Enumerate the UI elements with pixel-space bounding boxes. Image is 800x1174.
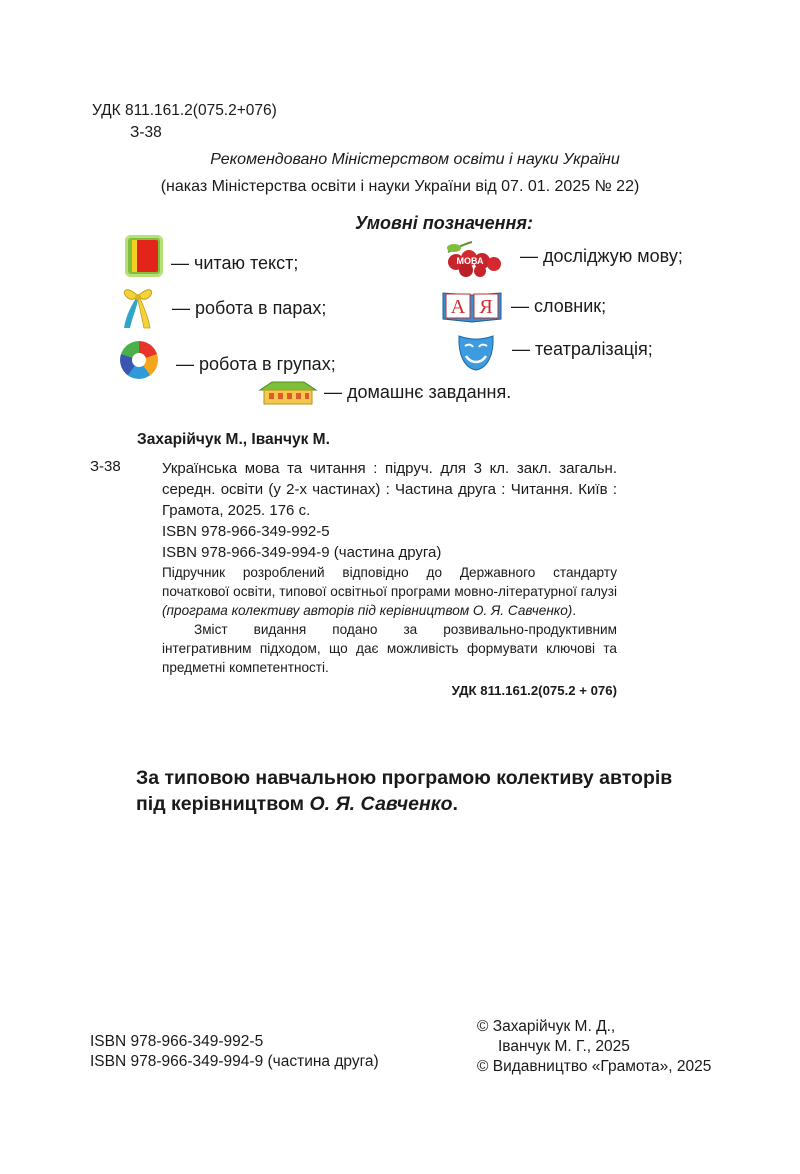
color-ring-icon [120,341,158,379]
program-text: За типовою навчальною програмою колективу авторів під керівництвом [136,767,673,815]
legend-label: — театралізація; [512,338,653,359]
annotation-text: Підручник розроблений відповідно до Державного стандарту початкової освіти, типової освітньої програми мовно-літературної галузі [162,565,617,599]
isbn-line: ISBN 978-966-349-992-5 [90,1033,264,1050]
legend-label: — робота в групах; [176,353,336,374]
legend-label: — словник; [511,295,607,316]
berries-icon [442,238,506,278]
legend-item-read [125,235,298,277]
legend-label: — робота в парах; [172,297,327,318]
recommendation-line: Рекомендовано Міністерством освіти і науки України [210,151,620,168]
annotation-standard [162,563,617,620]
program-author: О. Я. Савченко [309,793,453,815]
legend-label: — домашнє завдання. [324,381,512,402]
authors: Захарійчук М., Іванчук М. [137,431,330,448]
isbn-footer [90,1032,379,1072]
program-end: . [452,793,458,815]
isbn-line: ISBN 978-966-349-994-9 (частина друга) [162,544,442,561]
isbn-line: ISBN 978-966-349-994-9 (частина друга) [90,1053,379,1070]
dictionary-icon [441,289,503,323]
udk-bottom: УДК 811.161.2(075.2 + 076) [451,683,617,698]
isbn-line: ISBN 978-966-349-992-5 [162,523,330,540]
legend-item-pairs [118,282,326,334]
legend-item-language [442,238,683,278]
copyright-line: © Видавництво «Грамота», 2025 [477,1058,712,1075]
annotation-end: . [572,603,577,618]
catalog-code-side: З-38 [90,458,121,475]
recommendation [0,146,800,200]
copyright [477,1017,711,1077]
catalog-code: З-38 [130,124,162,141]
udk-header [92,100,277,144]
dict-letter-a: А [450,296,466,318]
program-reference: (програма колективу авторів під керівництвом О. Я. Савченко) [162,603,573,618]
legend-title: Умовні позначення: [355,213,534,233]
legend-item-dictionary [441,289,606,323]
berries-label: МОВА [456,256,484,266]
legend-label: — досліджую мову; [520,245,683,266]
theatre-mask-icon [456,332,496,372]
ribbon-icon [118,282,158,334]
udk-code: УДК 811.161.2(075.2+076) [92,102,277,119]
dict-letter-ya: Я [479,296,493,318]
order-line: (наказ Міністерства освіти і науки України від 07. 01. 2025 № 22) [160,178,640,195]
book-icon [125,235,163,277]
legend-item-theatre [456,332,653,372]
legend-label: — читаю текст; [171,252,299,273]
program-statement [136,765,706,817]
bibliographic-description [162,458,617,701]
legend-item-groups [120,341,336,379]
legend-item-homework [258,380,511,404]
annotation-content: Зміст видання подано за розвивально-продуктивним інтегративним підходом, що дає можливість формувати ключові та предметні компетентності. [162,622,617,675]
copyright-line: Іванчук М. Г., 2025 [498,1038,630,1055]
house-icon [258,380,318,404]
copyright-line: © Захарійчук М. Д., [477,1018,616,1035]
book-description: Українська мова та читання : підруч. для 3 кл. закл. загальн. середн. освіти (у 2-х частинах) : Частина друга : Читання. Київ : Грамота, 2025. 176 с. [162,460,617,519]
